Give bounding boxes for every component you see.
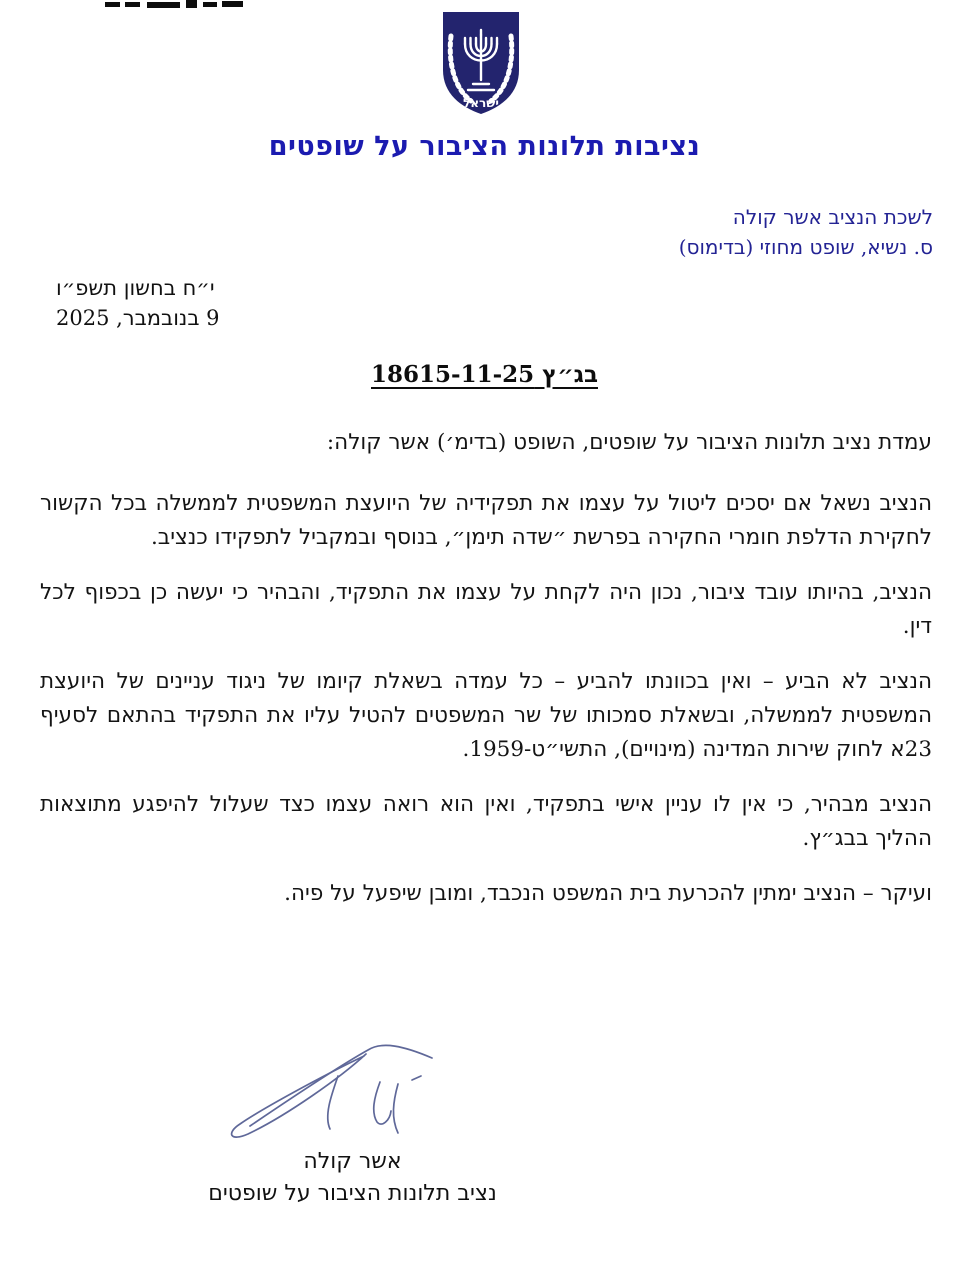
org-title: נציבות תלונות הציבור על שופטים bbox=[268, 131, 701, 162]
handwritten-signature bbox=[218, 1026, 448, 1144]
body-paragraph-4: הנציב מבהיר, כי אין לו עניין אישי בתפקיד, ואין הוא רואה עצמו כצד שעלול להיפגע מתוצאות ההליך בבג״ץ. bbox=[40, 792, 932, 851]
body-paragraph-5: ועיקר – הנציב ימתין להכרעת בית המשפט הנכבד, ומובן שיפעל על פיה. bbox=[284, 881, 932, 906]
sender-role-line: ס. נשיא, שופט מחוזי (בדימוס) bbox=[678, 235, 933, 259]
body-paragraph-3: הנציב לא הביע – ואין בכוונתו להביע – כל עמדה בשאלת קיומו של ניגוד עניינים של היועצת המשפטית לממשלה, ובשאלת סמכותו של שר המשפטים להטיל עליו את התפקיד בהתאם לסעיף 23א לחוק שירות המדינה (מינויים), התשי״ט-1959. bbox=[40, 669, 932, 762]
letter-body bbox=[40, 426, 932, 932]
body-paragraph-1: הנציב נשאל אם יסכים ליטול על עצמו את תפקידיה של היועצת המשפטית לממשלה בכל הקשור לחקירת הדלפת חומרי החקירה בפרשת ״שדה תימן״, בנוסף ובמקביל לתפקידו כנציב. bbox=[40, 491, 932, 550]
sender-office-line: לשכת הנציב אשר קולה bbox=[732, 205, 933, 229]
date-hebrew: י״ח בחשון תשפ״ו bbox=[56, 276, 215, 300]
emblem-label: ישראל bbox=[463, 96, 499, 110]
signatory-name: אשר קולה bbox=[303, 1149, 402, 1174]
date-gregorian: 9 בנובמבר, 2025 bbox=[56, 306, 220, 330]
signatory-block bbox=[150, 1146, 555, 1210]
sender-block bbox=[679, 202, 933, 262]
israel-state-emblem-icon bbox=[437, 8, 525, 116]
body-paragraph-2: הנציב, בהיותו עובד ציבור, נכון היה לקחת על עצמו את התפקיד, והבהיר כי יעשה כן בכפוף לכל דין. bbox=[40, 580, 932, 639]
signatory-title: נציב תלונות הציבור על שופטים bbox=[208, 1181, 497, 1206]
date-block bbox=[56, 273, 220, 333]
case-number-heading: בג״ץ 18615-11-25 bbox=[371, 361, 598, 388]
position-intro-line: עמדת נציב תלונות הציבור על שופטים, השופט (בדימ׳) אשר קולה: bbox=[326, 430, 932, 455]
